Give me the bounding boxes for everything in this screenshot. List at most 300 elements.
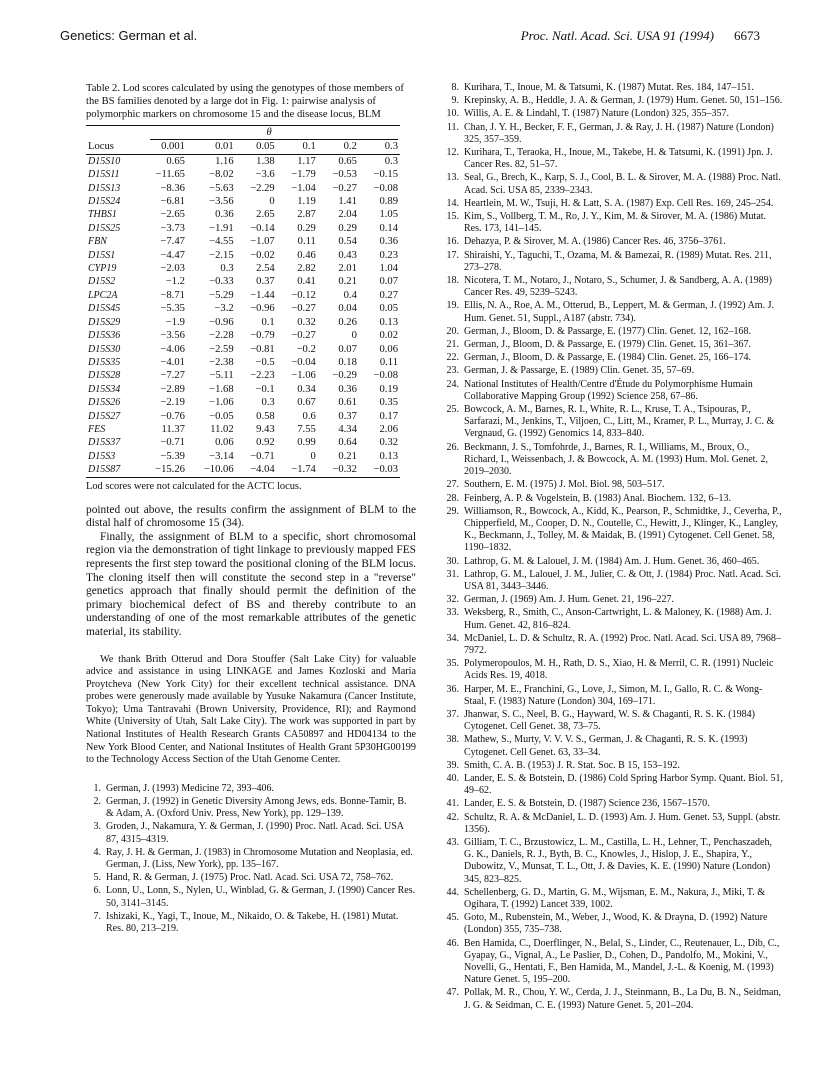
reference-item xyxy=(86,872,416,884)
lod-cell: −1.44 xyxy=(250,289,275,301)
reference-number: 13. xyxy=(446,172,459,184)
reference-number: 14. xyxy=(446,197,459,209)
reference-number: 8. xyxy=(451,82,459,93)
reference-item xyxy=(444,172,784,196)
table-row xyxy=(86,182,400,195)
reference-number: 2. xyxy=(93,796,101,808)
lod-cell: 0.29 xyxy=(297,222,316,234)
running-header xyxy=(60,28,760,48)
lod-cell: 11.37 xyxy=(161,423,185,435)
table-row xyxy=(86,356,400,369)
reference-text: German, J. (1993) Medicine 72, 393–406. xyxy=(106,782,275,794)
reference-item xyxy=(444,506,784,555)
lod-cell: 0.05 xyxy=(379,303,398,315)
lod-cell: 0.89 xyxy=(379,196,398,208)
table-caption: Table 2. Lod scores calculated by using the genotypes of those members of the BS families denoted by a large dot in Fig. 1: pairwise analysis of polymorphic markers on chromosome 15 and the disease locus, BLM xyxy=(86,83,404,120)
reference-number: 1. xyxy=(93,782,101,794)
reference-number: 12. xyxy=(446,147,459,159)
lod-cell: 0.37 xyxy=(338,410,357,422)
reference-item xyxy=(444,339,784,351)
reference-number: 10. xyxy=(446,108,459,120)
lod-cell: 1.17 xyxy=(297,155,316,167)
locus-cell: D15S1 xyxy=(88,249,116,261)
reference-text: Gilliam, T. C., Brzustowicz, L. M., Castilla, L. H., Lehner, T., Penchaszadeh, G. K., Daniels, R. J., Byth, B. C., Knowles, J., Hislop, J. E., Shapira, Y., Dubowitz, V., Munsat, T. L., Ott, J. & Davies, K. E. (1990) Nature (London) 345, 823–825. xyxy=(464,836,772,885)
lod-cell: −0.79 xyxy=(250,330,275,342)
table-row xyxy=(86,235,400,248)
reference-text: Ben Hamida, C., Doerflinger, N., Belal, S., Linder, C., Reutenauer, L., Dib, C., Gyapay, G., Vignal, A., Le Paslier, D., Cohen, D., Pandolfo, M., Mokini, V., Novelli, G., Hentati, F., Ben Hamida, M., Mandel, J.-L. & Koenig, M. (1993) Nature Genet. 5, 195–200. xyxy=(464,937,780,986)
reference-text: Lathrop, G. M., Lalouel, J. M., Julier, C. & Ott, J. (1984) Proc. Natl. Acad. Sci. USA 81, 3443–3446. xyxy=(464,568,782,592)
reference-number: 45. xyxy=(446,912,459,924)
locus-cell: LPC2A xyxy=(88,289,118,301)
reference-item xyxy=(444,493,784,505)
reference-number: 40. xyxy=(446,772,459,784)
reference-number: 21. xyxy=(446,339,459,351)
table-row xyxy=(86,249,400,262)
lod-cell: −0.08 xyxy=(373,370,398,382)
acknowledgments: We thank Brith Otterud and Dora Stouffer (Salt Lake City) for valuable advice and assistance in using LINKAGE and James Kozloski and Maria Proytcheva (New York City) for their excellent technical assistance. DNA probes were generously made available by Yusuke Nakamura (Cancer Institute, Tokyo); Uma Tantravahi (Brown University, Providence, RI); and Raymond White (University of Utah, Salt Lake City). The work was supported in part by National Institutes of Health Research Grants CA50897 and HD04134 to the New York Blood Center, and National Institutes of Health Grant 5P30HG00199 to the Technology Access Section of the Utah Genome Center. xyxy=(86,653,416,766)
lod-cell: −3.73 xyxy=(160,222,185,234)
locus-cell: D15S10 xyxy=(88,155,121,167)
locus-cell: D15S24 xyxy=(88,196,121,208)
reference-text: Feinberg, A. P. & Vogelstein, B. (1983) Anal. Biochem. 132, 6–13. xyxy=(464,492,731,504)
reference-item xyxy=(444,300,784,324)
lod-cell: −4.06 xyxy=(160,343,185,355)
lod-cell: −0.14 xyxy=(250,222,275,234)
lod-cell: 0.4 xyxy=(343,289,357,301)
reference-number: 30. xyxy=(446,555,459,567)
lod-cell: 0.32 xyxy=(379,437,398,449)
lod-cell: −1.07 xyxy=(250,236,275,248)
locus-cell: D15S37 xyxy=(88,437,121,449)
reference-item xyxy=(444,211,784,235)
lod-cell: −6.81 xyxy=(160,196,185,208)
reference-number: 20. xyxy=(446,325,459,337)
paragraph-1: pointed out above, the results confirm the assignment of BLM to the distal half of chromosome 15 (34). xyxy=(86,503,416,530)
lod-cell: 0.11 xyxy=(297,236,316,248)
reference-item xyxy=(444,365,784,377)
lod-cell: 0.17 xyxy=(379,410,398,422)
reference-item xyxy=(444,569,784,593)
locus-cell: D15S35 xyxy=(88,356,121,368)
reference-text: Smith, C. A. B. (1953) J. R. Stat. Soc. B 15, 153–192. xyxy=(464,759,680,771)
column-header: 0.1 xyxy=(277,140,318,154)
lod-cell: −0.05 xyxy=(209,410,234,422)
table-row xyxy=(86,275,400,288)
reference-text: Chan, J. Y. H., Becker, F. F., German, J. & Ray, J. H. (1987) Nature (London) 325, 357–359. xyxy=(464,121,774,145)
locus-cell: CYP19 xyxy=(88,263,117,275)
reference-item xyxy=(444,773,784,797)
reference-item xyxy=(444,275,784,299)
references-right xyxy=(444,82,784,1012)
lod-cell: −2.89 xyxy=(160,383,185,395)
lod-cell: 0.13 xyxy=(379,450,398,462)
lod-cell: 0.19 xyxy=(379,383,398,395)
lod-cell: −0.71 xyxy=(160,437,185,449)
table-row xyxy=(86,329,400,342)
reference-item xyxy=(444,198,784,210)
lod-cell: −3.2 xyxy=(214,303,234,315)
reference-item xyxy=(444,147,784,171)
table-row xyxy=(86,369,400,382)
lod-cell: −0.04 xyxy=(291,356,316,368)
table-row xyxy=(86,168,400,181)
lod-cell: 0.34 xyxy=(297,383,316,395)
lod-cell: 1.05 xyxy=(379,209,398,221)
lod-cell: 0.61 xyxy=(338,397,357,409)
lod-cell: −10.06 xyxy=(187,463,236,477)
reference-number: 28. xyxy=(446,492,459,504)
lod-cell: 0.14 xyxy=(379,222,398,234)
reference-number: 26. xyxy=(446,441,459,453)
reference-text: Pollak, M. R., Chou, Y. W., Cerda, J. J., Steinmann, B., La Du, B. N., Seidman, J. G. & Seidman, C. E. (1993) Nature Genet. 5, 201–204. xyxy=(464,987,781,1011)
column-header: 0.2 xyxy=(318,140,359,154)
reference-text: Mathew, S., Murty, V. V. V. S., German, J. & Chaganti, R. S. K. (1993) Cytogenet. Cell Genet. 63, 33–34. xyxy=(464,734,748,758)
table-row xyxy=(86,450,400,463)
lod-cell: 0.26 xyxy=(338,316,357,328)
lod-cell: −2.03 xyxy=(160,263,185,275)
reference-text: Kurihara, T., Teraoka, H., Inoue, M., Takebe, H. & Tatsumi, K. (1991) Jpn. J. Cancer Res. 82, 51–57. xyxy=(464,147,773,171)
lod-cell: 0.07 xyxy=(338,343,357,355)
table-row xyxy=(86,262,400,275)
lod-cell: −1.2 xyxy=(165,276,185,288)
lod-cell: −0.2 xyxy=(296,343,316,355)
reference-item xyxy=(444,812,784,836)
lod-cell: −1.79 xyxy=(291,169,316,181)
lod-cell: 1.19 xyxy=(297,196,316,208)
reference-item xyxy=(86,821,416,845)
reference-text: Kim, S., Vollberg, T. M., Ro, J. Y., Kim, M. & Sirover, M. A. (1986) Mutat. Res. 173, 141–145. xyxy=(464,211,767,235)
lod-cell: 0.6 xyxy=(302,410,316,422)
reference-text: Lander, E. S. & Botstein, D. (1986) Cold Spring Harbor Symp. Quant. Biol. 51, 49–62. xyxy=(464,772,784,797)
locus-cell: D15S87 xyxy=(86,463,138,477)
reference-text: German, J., Bloom, D. & Passarge, E. (1977) Clin. Genet. 12, 162–168. xyxy=(464,325,752,337)
reference-text: Krepinsky, A. B., Heddle, J. A. & German, J. (1979) Hum. Genet. 50, 151–156. xyxy=(464,95,783,107)
reference-number: 4. xyxy=(93,846,101,858)
lod-cell: 0.06 xyxy=(379,343,398,355)
lod-cell: −11.65 xyxy=(155,169,185,181)
lod-cell: 0.37 xyxy=(256,276,275,288)
reference-text: Heartlein, M. W., Tsuji, H. & Latt, S. A. (1987) Exp. Cell Res. 169, 245–254. xyxy=(464,197,774,209)
reference-item xyxy=(444,236,784,248)
right-column xyxy=(444,82,784,1013)
lod-cell: 0.29 xyxy=(338,222,357,234)
lod-cell: 0.46 xyxy=(297,249,316,261)
lod-cell: −0.53 xyxy=(332,169,357,181)
lod-cell: −3.6 xyxy=(255,169,275,181)
reference-number: 32. xyxy=(446,594,459,606)
lod-cell: −1.91 xyxy=(209,222,234,234)
lod-cell: −2.23 xyxy=(250,370,275,382)
reference-number: 36. xyxy=(446,683,459,695)
lod-cell: −0.71 xyxy=(250,450,275,462)
body-text xyxy=(86,504,416,640)
lod-cell: 1.38 xyxy=(256,155,275,167)
lod-cell: −5.35 xyxy=(160,303,185,315)
theta-spacer xyxy=(86,126,138,141)
table-row xyxy=(86,195,400,208)
reference-text: Polymeropoulos, M. H., Rath, D. S., Xiao, H. & Merril, C. R. (1991) Nucleic Acids Res. 19, 4018. xyxy=(464,658,774,682)
lod-cell: −2.28 xyxy=(209,330,234,342)
lod-cell: −5.39 xyxy=(160,450,185,462)
lod-cell: 0.54 xyxy=(338,236,357,248)
reference-number: 11. xyxy=(446,121,459,133)
locus-cell: D15S25 xyxy=(88,222,121,234)
lod-cell: −0.96 xyxy=(209,316,234,328)
table-row xyxy=(86,289,400,302)
lod-cell: −0.08 xyxy=(373,182,398,194)
lod-cell: −5.63 xyxy=(209,182,234,194)
lod-cell: −0.12 xyxy=(291,289,316,301)
table-row xyxy=(86,154,400,168)
reference-number: 31. xyxy=(446,568,459,580)
reference-item xyxy=(444,326,784,338)
lod-cell: −3.14 xyxy=(209,450,234,462)
reference-number: 37. xyxy=(446,708,459,720)
reference-number: 15. xyxy=(446,211,459,223)
reference-text: Seal, G., Brech, K., Karp, S. J., Cool, B. L. & Sirover, M. A. (1988) Proc. Natl. Acad. Sci. USA 85, 2339–2343. xyxy=(464,172,781,196)
reference-text: Weksberg, R., Smith, C., Anson-Cartwright, L. & Maloney, K. (1988) Am. J. Hum. Genet. 42, 816–824. xyxy=(464,607,772,631)
reference-text: Lonn, U., Lonn, S., Nylen, U., Winblad, G. & German, J. (1990) Cancer Res. 50, 3141–3145. xyxy=(106,885,416,909)
lod-cell: −1.04 xyxy=(291,182,316,194)
reference-number: 35. xyxy=(446,658,459,670)
reference-number: 33. xyxy=(446,607,459,619)
reference-number: 17. xyxy=(446,249,459,261)
lod-cell: 0.41 xyxy=(297,276,316,288)
reference-number: 29. xyxy=(446,505,459,517)
lod-cell: 0.27 xyxy=(379,289,398,301)
locus-cell: FES xyxy=(88,423,106,435)
locus-cell: D15S2 xyxy=(88,276,116,288)
lod-cell: −0.1 xyxy=(255,383,275,395)
reference-number: 41. xyxy=(446,798,459,810)
reference-text: Jhanwar, S. C., Neel, B. G., Hayward, W. S. & Chaganti, R. S. K. (1984) Cytogenet. Cell Genet. 38, 73–75. xyxy=(464,708,755,733)
lod-cell: 0.21 xyxy=(338,276,357,288)
lod-cell: −0.27 xyxy=(291,330,316,342)
lod-cell: −1.9 xyxy=(165,316,185,328)
lod-cell: −1.06 xyxy=(291,370,316,382)
reference-item xyxy=(444,122,784,146)
reference-text: Harper, M. E., Franchini, G., Love, J., Simon, M. I., Gallo, R. C. & Wong-Staal, F. (1983) Nature (London) 304, 169–171. xyxy=(464,683,763,707)
reference-item xyxy=(444,442,784,479)
reference-item xyxy=(444,352,784,364)
lod-cell: −2.38 xyxy=(209,356,234,368)
lod-cell: −4.47 xyxy=(160,249,185,261)
reference-number: 42. xyxy=(446,811,459,823)
reference-text: German, J. (1992) in Genetic Diversity Among Jews, eds. Bonne-Tamir, B. & Adam, A. (Oxford Univ. Press, New York), pp. 129–139. xyxy=(106,796,407,820)
table-row xyxy=(86,343,400,356)
table-row xyxy=(86,222,400,235)
lod-cell: −2.29 xyxy=(250,182,275,194)
locus-cell: D15S36 xyxy=(88,330,121,342)
locus-cell: THBS1 xyxy=(88,209,117,221)
reference-text: German, J., Bloom, D. & Passarge, E. (1979) Clin. Genet. 15, 361–367. xyxy=(464,339,752,351)
header-left: Genetics: German et al. xyxy=(60,28,198,43)
reference-item xyxy=(444,479,784,491)
lod-cell: 4.34 xyxy=(338,423,357,435)
table-row xyxy=(86,463,400,477)
column-header: 0.3 xyxy=(359,140,400,154)
locus-cell: D15S3 xyxy=(88,450,116,462)
lod-cell: −0.5 xyxy=(255,356,275,368)
references-left xyxy=(86,783,416,935)
lod-cell: 0.36 xyxy=(215,209,234,221)
lod-cell: −0.81 xyxy=(250,343,275,355)
lod-cell: 0 xyxy=(269,196,275,208)
page-number: 6673 xyxy=(734,28,760,43)
reference-item xyxy=(444,658,784,682)
reference-text: Kurihara, T., Inoue, M. & Tatsumi, K. (1987) Mutat. Res. 184, 147–151. xyxy=(464,82,754,93)
table-row xyxy=(86,383,400,396)
lod-cell: 0.99 xyxy=(297,437,316,449)
reference-number: 6. xyxy=(93,885,101,897)
lod-cell: −7.47 xyxy=(160,236,185,248)
lod-cell: 0.3 xyxy=(384,155,398,167)
lod-cell: 0.3 xyxy=(261,397,275,409)
lod-cell: 0.58 xyxy=(256,410,275,422)
column-header: 0.001 xyxy=(138,140,187,154)
lod-cell: 0 xyxy=(310,450,316,462)
lod-cell: −8.36 xyxy=(160,182,185,194)
lod-cell: −15.26 xyxy=(138,463,187,477)
lod-cell: −0.27 xyxy=(291,303,316,315)
reference-text: Ishizaki, K., Yagi, T., Inoue, M., Nikaido, O. & Takebe, H. (1981) Mutat. Res. 80, 213–219. xyxy=(106,910,399,935)
lod-cell: −8.71 xyxy=(160,289,185,301)
table-row xyxy=(86,316,400,329)
reference-number: 24. xyxy=(446,378,459,390)
lod-cell: −8.02 xyxy=(209,169,234,181)
lod-cell: 2.54 xyxy=(256,263,275,275)
lod-cell: −0.32 xyxy=(318,463,359,477)
lod-cell: −5.29 xyxy=(209,289,234,301)
lod-cell: 0.18 xyxy=(338,356,357,368)
lod-cell: −2.59 xyxy=(209,343,234,355)
reference-item xyxy=(444,594,784,606)
lod-cell: −1.06 xyxy=(209,397,234,409)
reference-number: 38. xyxy=(446,734,459,746)
reference-item xyxy=(86,911,416,935)
table-row xyxy=(86,436,400,449)
reference-number: 43. xyxy=(446,836,459,848)
reference-text: Southern, E. M. (1975) J. Mol. Biol. 98, 503–517. xyxy=(464,479,665,491)
lod-cell: 0.23 xyxy=(379,249,398,261)
column-header: Locus xyxy=(86,140,138,154)
locus-cell: D15S11 xyxy=(88,169,120,181)
reference-number: 39. xyxy=(446,759,459,771)
table-row xyxy=(86,302,400,315)
lod-cell: −0.27 xyxy=(332,182,357,194)
lod-cell: −3.56 xyxy=(160,330,185,342)
reference-number: 9. xyxy=(451,95,459,107)
lod-score-table xyxy=(86,125,400,478)
lod-cell: −1.68 xyxy=(209,383,234,395)
lod-cell: −0.03 xyxy=(359,463,400,477)
lod-cell: 0.35 xyxy=(379,397,398,409)
reference-text: McDaniel, L. D. & Schultz, R. A. (1992) Proc. Natl. Acad. Sci. USA 89, 7968–7972. xyxy=(464,632,781,656)
reference-number: 44. xyxy=(446,886,459,898)
reference-item xyxy=(444,760,784,772)
lod-cell: −2.15 xyxy=(209,249,234,261)
lod-cell: −5.11 xyxy=(209,370,234,382)
reference-number: 22. xyxy=(446,352,459,364)
locus-cell: D15S29 xyxy=(88,316,121,328)
lod-cell: −0.02 xyxy=(250,249,275,261)
reference-text: Beckmann, J. S., Tomfohrde, J., Barnes, R. I., Williams, M., Broux, O., Richard, I., Weissenbach, J. & Bowcock, A. M. (1993) Hum. Mol. Genet. 2, 2019–2030. xyxy=(464,441,768,478)
reference-item xyxy=(444,607,784,631)
reference-text: Dehazya, P. & Sirover, M. A. (1986) Cancer Res. 46, 3756–3761. xyxy=(464,236,726,248)
reference-item xyxy=(444,633,784,657)
reference-text: Groden, J., Nakamura, Y. & German, J. (1990) Proc. Natl. Acad. Sci. USA 87, 4315–4319. xyxy=(106,821,404,845)
reference-text: Ellis, N. A., Roe, A. M., Otterud, B., Leppert, M. & German, J. (1992) Am. J. Hum. Genet. 51, Suppl., A187 (abstr. 734). xyxy=(464,300,774,324)
lod-cell: 11.02 xyxy=(210,423,234,435)
table-row xyxy=(86,410,400,423)
lod-cell: 0.04 xyxy=(338,303,357,315)
header-right xyxy=(521,28,760,44)
lod-cell: 2.87 xyxy=(297,209,316,221)
theta-header: θ xyxy=(138,126,400,141)
lod-cell: −1.74 xyxy=(277,463,318,477)
lod-cell: 2.04 xyxy=(338,209,357,221)
lod-cell: 2.01 xyxy=(338,263,357,275)
reference-text: Goto, M., Rubenstein, M., Weber, J., Wood, K. & Drayna, D. (1992) Nature (London) 355, 735–738. xyxy=(464,912,768,936)
lod-cell: 0.02 xyxy=(379,330,398,342)
reference-text: Ray, J. H. & German, J. (1983) in Chromosome Mutation and Neoplasia, ed. German, J. (Liss, New York), pp. 135–167. xyxy=(106,846,413,871)
reference-number: 16. xyxy=(446,236,459,248)
lod-cell: 7.55 xyxy=(297,423,316,435)
lod-cell: 9.43 xyxy=(256,423,275,435)
locus-cell: D15S26 xyxy=(88,397,121,409)
reference-text: Schellenberg, G. D., Martin, G. M., Wijsman, E. M., Nakura, J., Miki, T. & Ogihara, T. (1992) Lancet 339, 1002. xyxy=(464,886,766,910)
reference-text: German, J. (1969) Am. J. Hum. Genet. 21, 196–227. xyxy=(464,594,674,606)
reference-item xyxy=(86,847,416,871)
reference-text: Williamson, R., Bowcock, A., Kidd, K., Pearson, P., Schmidtke, J., Ceverha, P., Chipperfield, M., Cooper, D. N., Coutelle, C., Hewitt, J., Klinger, K., Langley, K., Beckmann, J., Tolley, M. & Maidak, B. (1991) Cytogenet. Cell Genet. 58, 1190–1832. xyxy=(464,505,782,554)
journal-citation: Proc. Natl. Acad. Sci. USA 91 (1994) xyxy=(520,28,714,43)
reference-text: Lander, E. S. & Botstein, D. (1987) Science 236, 1567–1570. xyxy=(464,798,710,810)
reference-item xyxy=(444,887,784,911)
table-footnote: Lod scores were not calculated for the ACTC locus. xyxy=(86,480,302,492)
lod-cell: 0.64 xyxy=(338,437,357,449)
reference-number: 46. xyxy=(446,937,459,949)
reference-number: 23. xyxy=(446,365,459,377)
table-row xyxy=(86,208,400,221)
lod-cell: −3.56 xyxy=(209,196,234,208)
lod-cell: 0.43 xyxy=(338,249,357,261)
lod-cell: 0.36 xyxy=(379,236,398,248)
reference-text: Willis, A. E. & Lindahl, T. (1987) Nature (London) 325, 355–357. xyxy=(464,108,730,120)
reference-text: Bowcock, A. M., Barnes, R. I., White, R. L., Kruse, T. A., Tsipouras, P., Sarfarazi, M., Jenkins, T., Viljoen, C., Litt, M., Kramer, P. L., Murray, J. C. & Vergnaud, G. (1992) Genomics 14, 833–840. xyxy=(464,404,775,440)
column-header: 0.01 xyxy=(187,140,236,154)
reference-number: 7. xyxy=(93,910,101,922)
reference-item xyxy=(444,379,784,403)
lod-cell: −2.65 xyxy=(160,209,185,221)
reference-item xyxy=(444,404,784,441)
reference-item xyxy=(444,709,784,733)
lod-cell: 0.67 xyxy=(297,397,316,409)
reference-number: 19. xyxy=(446,300,459,312)
lod-cell: −0.33 xyxy=(209,276,234,288)
reference-number: 18. xyxy=(446,275,459,287)
lod-cell: −2.19 xyxy=(160,397,185,409)
lod-cell: 0.13 xyxy=(379,316,398,328)
reference-item xyxy=(444,250,784,274)
reference-item xyxy=(444,938,784,987)
reference-item xyxy=(86,796,416,820)
lod-cell: 1.04 xyxy=(379,263,398,275)
reference-item xyxy=(444,987,784,1011)
table-row xyxy=(86,423,400,436)
locus-cell: D15S13 xyxy=(88,182,121,194)
lod-cell: 0.32 xyxy=(297,316,316,328)
lod-cell: 0.1 xyxy=(261,316,275,328)
